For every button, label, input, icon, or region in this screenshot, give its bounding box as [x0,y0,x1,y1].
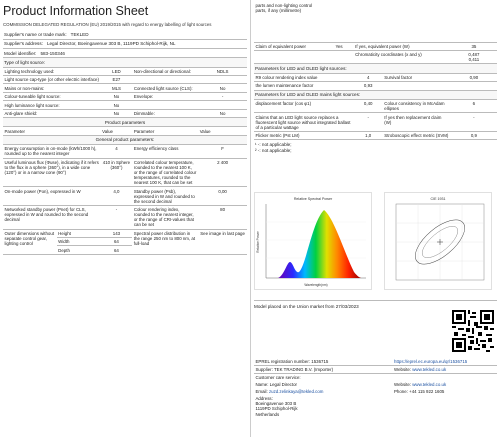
customer-phone-label: Phone: [394,389,408,395]
claim-label: Claim of equivalent power [254,42,324,50]
mains-cell-value: - [451,113,497,132]
ellipse-frame [385,193,492,290]
dim-height-value: 143 [101,230,133,238]
supplier-website-cell [393,366,498,374]
mains-cell-value: 0,40 [354,100,383,113]
mains-cell-value: 6 [451,100,497,113]
type-cell-value: MLS [101,84,133,92]
type-cell-value: - [198,92,247,100]
footnote-1: ¹ -: not applicable; [255,142,292,148]
type-cell-value [198,101,247,109]
general-row [3,205,247,229]
general-table [3,145,247,229]
general-cell-label: Useful luminous flux (Φuse), indicating if it refers to the flux in a sphere (360°), in a wide cone (120°) or in a narrow cone (90°) [3,158,101,187]
general-cell-label: Standby power (Psb), expressed in W and rounded to the second decimal [132,187,198,206]
dim-depth-label: Depth [57,246,101,254]
general-cell-label: Correlated colour temperature, rounded to the nearest 100 K, or the range of correlated colour temperatures, rounded to the nearest 100 K, that can be set [133,159,197,186]
customer-address-line-1: Boeingavenue 303 B [255,401,297,407]
general-cell-value: 2 400 [198,158,247,187]
oled-cell-value: 0,93 [354,82,383,90]
type-section-title: Type of light source: [3,58,247,67]
customer-address-label: Address: [255,396,273,402]
mains-cell-label: If yes then replacement claim (W) [383,113,451,132]
oled-cell-value: 4 [354,74,383,82]
oled-cell-label: the lumen maintenance factor [254,82,354,90]
mains-cell-label: Claims that an LED light source replaces a fluorescent light source without integrated ballast of a particular wattage [254,113,354,132]
page-title: Product Information Sheet [3,4,149,18]
type-row [3,92,247,100]
ellipse-title: CIE 1931 [430,197,446,201]
supplier-name-value: TEKLED [70,31,89,37]
claim-power-value: 35 [451,42,497,50]
qr-code-icon [452,310,494,352]
footnote-2: ² -: not applicable; [255,147,292,153]
type-cell-value: No [101,109,133,117]
oled-title: Parameters for LED and OLED light sources: [254,64,497,73]
oled-table [254,74,497,91]
eprel-link[interactable]: https://eprel.ec.europa.eu/qr/1536715 [393,358,498,366]
eprel-number: 1536715 [311,359,329,364]
chroma-label: Chromaticity coordinates (x and y) [354,50,451,64]
mains-row [254,131,497,139]
dim-height-label: Height [57,230,101,238]
general-cell-value: 0,00 [198,187,247,206]
oled-cell-label: Survival factor [383,74,451,82]
type-cell-label: Mains or non-mains: [3,84,101,92]
dim-width-label: Width [57,238,101,246]
mains-cell-label: Colour consistency in McAdam ellipses [383,100,451,113]
type-cell-label: Lighting technology used: [3,68,101,76]
general-cell-value: 4,0 [101,187,133,206]
general-cell-label: Energy efficiency class [132,145,198,158]
customer-name-value: Legal Director [269,382,298,388]
supplier-name-line [3,30,247,39]
footnotes [254,140,497,153]
type-cell-label [132,101,198,109]
type-cell-value: No [101,101,133,109]
type-cell-label: High luminance light source: [3,101,101,109]
dimensions-table [3,230,247,255]
chroma-y: 0,411 [468,57,480,63]
customer-website-label: Website: [394,382,412,388]
model-label: Model identifier: [4,50,37,56]
oled-cell-value [451,82,497,90]
general-cell-label: Energy consumption in on-mode (kWh/1000 h), rounded up to the nearest integer [3,145,101,158]
supplier-address-value: Legal Director, Boeingavenue 303 B, 1119PD Schiphol-Rijk, NL [46,41,176,47]
customer-email-label: Email: [255,389,268,395]
mains-cell-value: - [354,113,383,132]
customer-address-line-2: 1119PD Schiphol-Rijk [255,406,298,412]
column-divider [250,0,251,437]
type-table [3,68,247,119]
ellipse-chart [384,192,492,290]
mains-row [254,113,497,132]
type-cell-label [132,76,198,84]
type-row [3,68,247,76]
general-cell-value: 4 [101,145,133,158]
spectrum-xlabel: Wavelength(nm) [304,283,328,287]
type-row [3,76,247,84]
chroma-x: 0,487 [468,52,480,58]
type-cell-label: Dimmable: [132,109,198,117]
customer-email-cell [254,388,393,395]
claim-value: Yes [324,42,353,50]
general-cell-label: Colour rendering index, rounded to the nearest integer, or the range of CRI-values that can be set [132,205,198,229]
mains-cell-label: displacement factor (cos φ1) [254,100,354,113]
union-line: Model placed on the Union market from 27/03/2023 [254,300,497,309]
customer-address-cell [254,395,497,417]
customer-email-link[interactable]: zuzd.zelinkaya@tekled.com [268,389,324,395]
right-column [254,2,497,417]
mains-row [254,100,497,113]
customer-phone-cell [393,388,498,395]
oled-cell-label: R9 colour rendering index value [254,74,354,82]
customer-address-line-3: Netherlands [255,411,280,417]
param-header-1: Parameter [3,127,101,135]
oled-cell-label [383,82,451,90]
supplier-website-link[interactable]: www.tekled.co.uk [412,367,447,373]
oled-row [254,82,497,90]
eprel-label: EPREL registration number: [255,359,311,364]
mains-title: Parameters for LED and OLED mains light sources: [254,91,497,100]
mains-cell-label: Flicker metric (Pst LM) [254,131,354,139]
supplier-address-label: Supplier's address: [4,41,43,47]
general-cell-value: F [198,145,247,158]
general-row [3,145,247,158]
spectrum-chart [254,192,372,290]
supplier-address-line [3,40,247,49]
type-cell-value: E27 [101,76,133,84]
model-line [3,49,247,58]
supplier-value: TEK TRADING B.V. (Importer) [273,367,334,373]
general-cell-value: 410 in Sphere (360°) [101,158,133,187]
regulation-text: COMMISSION DELEGATED REGULATION (EU) 2019/2015 with regard to energy labelling of light sources [3,22,212,28]
contact-table [254,358,497,418]
type-row [3,101,247,109]
type-cell-value: No [101,92,133,100]
supplier-label: Supplier: [255,367,273,373]
spectrum-title: Relative Spectral Power [293,197,333,201]
supplier-cell [254,366,393,374]
dimensions-label: Outer dimensions without separate control gear, lighting control [3,230,57,255]
general-row [3,187,247,206]
type-row [3,109,247,117]
supplier-name-label: Supplier's name or trade mark: [4,31,67,37]
param-header-table [3,127,247,135]
type-cell-value: LED [101,68,133,76]
oled-row [254,74,497,82]
dim-depth-value: 64 [101,246,133,254]
claim-power-label: If yes, equivalent power (W) [354,42,451,50]
param-header-4: Value [198,127,247,135]
customer-website-link[interactable]: www.tekled.co.uk [412,382,447,388]
spd-value: See image in last page [198,230,247,255]
general-cell-label: On-mode power (Pon), expressed in W [3,187,101,206]
customer-name-cell [254,381,393,388]
continuation-table [254,2,497,64]
type-cell-label: Colour-tuneable light source: [3,92,101,100]
eprel-cell [254,358,393,366]
type-cell-label: Connected light source (CLS): [132,84,198,92]
model-value: 583-150346 [40,50,65,56]
oled-cell-value: 0,90 [451,74,497,82]
customer-phone-value: +44 115 922 1605 [409,389,445,395]
spectrum-ylabel: Relative Power [256,231,260,253]
mains-cell-label: Stroboscopic effect metric (SVM) [383,131,451,139]
param-header-3: Parameter [132,127,198,135]
continuation-text: parts and non-lighting control parts, if any (millimetre) [254,2,324,42]
mains-cell-value: 0,9 [451,131,497,139]
general-cell-value: 80 [198,205,247,229]
mains-table [254,100,497,141]
mains-cell-value: 1,0 [354,131,383,139]
chroma-values [451,50,497,64]
supplier-website-label: Website: [394,367,412,373]
general-cell-label: Networked standby power (Pnet) for CLS, expressed in W and rounded to the second decimal [3,205,101,229]
left-column [3,2,247,255]
type-cell-label: Non-directional or directional: [132,68,198,76]
general-params-title: General product parameters: [3,136,247,145]
type-cell-label: Anti-glare shield: [3,109,101,117]
product-params-title: Product parameters [3,118,247,127]
type-cell-value: No [198,84,247,92]
type-cell-value: No [198,109,247,117]
type-cell-value: NDLS [198,68,247,76]
dim-width-value: 64 [101,238,133,246]
param-header-2: Value [101,127,133,135]
customer-name-label: Name: [255,382,269,388]
customer-care-title: Customer care service: [255,375,301,381]
type-cell-label: Light source cap-type (or other electric interface) [4,77,99,83]
customer-website-cell [393,381,498,388]
general-cell-value: - [101,205,133,229]
spd-label: Spectral power distribution in the range 250 nm to 800 nm, at full-load [132,230,198,255]
general-row [3,158,247,187]
type-cell-value [198,76,247,84]
type-row [3,84,247,92]
type-cell-label: Envelope: [132,92,198,100]
